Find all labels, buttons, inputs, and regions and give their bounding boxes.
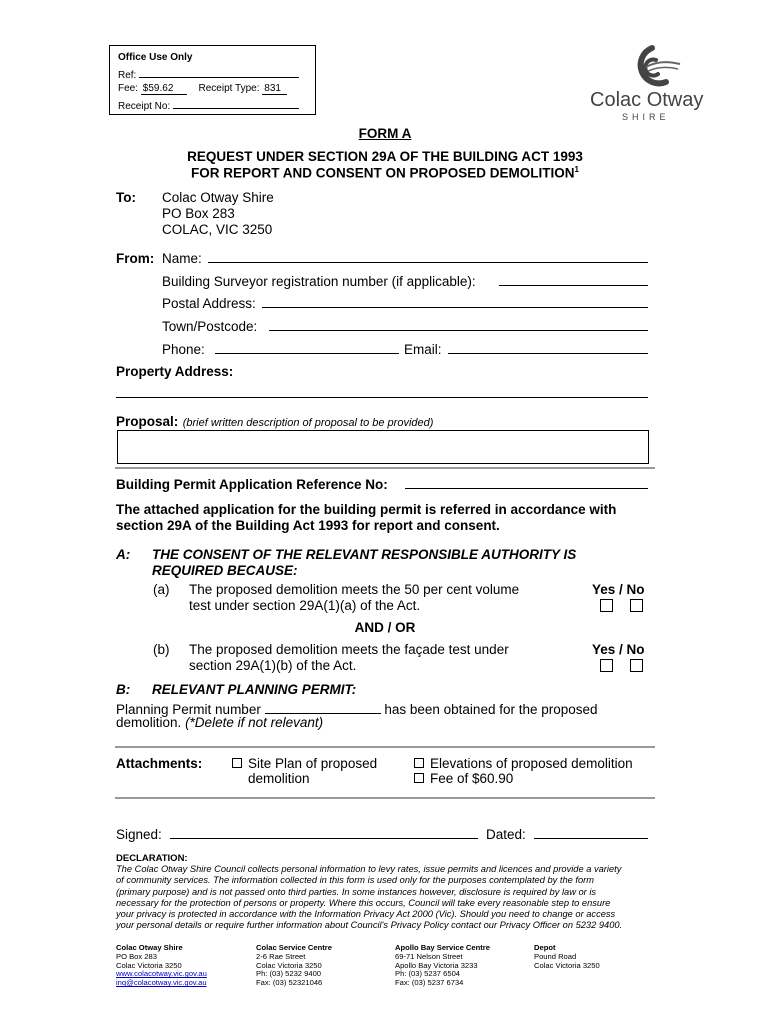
demolition-text: demolition. [116, 715, 182, 730]
footer-col-depot [534, 944, 600, 970]
declaration-line-2: of community services. The information collected in this form is used only for the purposes contemplated by the form [116, 875, 594, 886]
option-a-yes-no-label: Yes / No [592, 582, 645, 597]
fee-value: $59.62 [141, 83, 188, 95]
site-plan-label-1: Site Plan of proposed [248, 756, 378, 771]
proposal-heading [116, 413, 433, 431]
footer-col-colac [256, 944, 332, 988]
footer-depot-l1: Pound Road [534, 951, 577, 961]
declaration-line-5: your privacy is protected in accordance with the Information Privacy Act 2000 (Vic). Should you need to change or access [116, 909, 616, 920]
shire-logo [586, 44, 706, 124]
fee-checkbox[interactable] [414, 773, 424, 783]
and-or-label: AND / OR [354, 620, 416, 635]
proposal-label: Proposal: [116, 414, 179, 429]
to-line-3: COLAC, VIC 3250 [162, 222, 273, 237]
option-b-no-checkbox[interactable] [630, 659, 643, 672]
statement-line-1: The attached application for the building permit is referred in accordance with [116, 502, 617, 517]
form-heading-1: REQUEST UNDER SECTION 29A OF THE BUILDING ACT 1993 [187, 149, 583, 164]
town-label: Town/Postcode: [162, 319, 258, 334]
fee-label: Fee: [118, 83, 139, 94]
elevations-label: Elevations of proposed demolition [430, 756, 633, 771]
logo-swirl-icon [622, 44, 682, 90]
logo-sub: SHIRE [622, 112, 670, 122]
section-b-letter: B: [116, 682, 131, 697]
option-b-yes-checkbox[interactable] [600, 659, 613, 672]
footer-apollo-l1: 69-71 Nelson Street [395, 951, 463, 961]
site-plan-label-2: demolition [248, 771, 310, 786]
receipt-no-label: Receipt No: [118, 101, 171, 112]
form-title: FORM A [358, 126, 412, 141]
attach-fee[interactable] [414, 771, 513, 786]
divider-3 [115, 797, 655, 799]
statement-line-2: section 29A of the Building Act 1993 for report and consent. [116, 518, 500, 533]
name-input[interactable] [208, 262, 648, 263]
footer-apollo-l3: Ph: (03) 5237 6504 [395, 969, 461, 979]
footer-colac-l2: Colac Victoria 3250 [256, 960, 322, 970]
footer-apollo-l2: Apollo Bay Victoria 3233 [395, 960, 478, 970]
declaration-line-1: The Colac Otway Shire Council collects personal information to levy rates, issue permits and licences and provide a variety [116, 864, 622, 874]
footer-shire-l1: PO Box 283 [116, 951, 157, 961]
divider-1 [115, 467, 655, 469]
form-heading-2 [0, 165, 770, 181]
signed-input[interactable] [170, 838, 478, 839]
footer-colac-l4: Fax: (03) 52321046 [256, 978, 323, 988]
attach-site-plan[interactable] [232, 756, 377, 771]
office-use-title: Office Use Only [118, 52, 193, 63]
footer-apollo-l4: Fax: (03) 5237 6734 [395, 978, 464, 988]
option-a-line-1: The proposed demolition meets the 50 per cent volume [189, 582, 520, 597]
attach-elevations[interactable] [414, 756, 633, 771]
planning-permit-input[interactable] [265, 700, 381, 714]
ref-label: Ref: [118, 70, 137, 81]
footer-col-shire [116, 944, 207, 988]
to-label: To: [116, 190, 136, 205]
footer-col-apollo [395, 944, 490, 988]
email-link[interactable]: inq@colacotway.vic.gov.au [116, 978, 207, 988]
attachments-label: Attachments: [116, 756, 203, 771]
footer-colac-title: Colac Service Centre [256, 943, 332, 952]
declaration-line-3: (primary purpose) and is not passed onto third parties. In some instances however, disclosure is required by law or is [116, 886, 597, 897]
proposal-textbox[interactable] [117, 430, 649, 464]
footer-shire-l2: Colac Victoria 3250 [116, 960, 182, 970]
receipt-type-label: Receipt Type: [198, 83, 260, 94]
receipt-no-field[interactable] [118, 98, 299, 112]
divider-2 [115, 746, 655, 748]
delete-note: (*Delete if not relevant) [185, 715, 324, 730]
name-label: Name: [162, 251, 202, 266]
option-a-line-2: test under section 29A(1)(a) of the Act. [189, 598, 421, 613]
permit-ref-label: Building Permit Application Reference No: [116, 477, 388, 492]
declaration-line-4: necessary for the protection of persons or property. Where this occurs, Council will take every reasonable step to ensure [116, 897, 611, 908]
surveyor-label: Building Surveyor registration number (if applicable): [162, 274, 476, 289]
footnote-marker: 1 [574, 165, 579, 174]
from-label: From: [116, 251, 155, 266]
option-b-line-1: The proposed demolition meets the façade test under [189, 642, 509, 657]
declaration-title: DECLARATION: [116, 853, 188, 864]
ref-field[interactable] [118, 67, 299, 81]
section-a-letter: A: [116, 547, 131, 562]
property-label: Property Address: [116, 364, 234, 379]
option-a-yes-checkbox[interactable] [600, 599, 613, 612]
to-line-1: Colac Otway Shire [162, 190, 274, 205]
email-input[interactable] [448, 353, 648, 354]
town-input[interactable] [269, 330, 648, 331]
footer-colac-l3: Ph: (03) 5232 9400 [256, 969, 322, 979]
footer-depot-title: Depot [534, 943, 556, 952]
to-line-2: PO Box 283 [162, 206, 235, 221]
site-plan-checkbox[interactable] [232, 758, 242, 768]
option-b-label: (b) [153, 642, 170, 657]
option-b-yes-no-label: Yes / No [592, 642, 645, 657]
postal-input[interactable] [262, 307, 648, 308]
option-a-label: (a) [153, 582, 170, 597]
receipt-type-value: 831 [262, 83, 287, 95]
permit-ref-input[interactable] [405, 488, 648, 489]
section-a-title-1: THE CONSENT OF THE RELEVANT RESPONSIBLE AUTHORITY IS [152, 547, 577, 562]
declaration-line-6: your personal details or require further information about Council's Privacy Policy contact our Privacy Officer on 5232 9400. [116, 920, 623, 931]
logo-name: Colac Otway [590, 89, 704, 111]
dated-input[interactable] [534, 838, 648, 839]
fee-field[interactable] [118, 83, 287, 94]
planning-permit-line-2 [116, 715, 323, 730]
section-b-title: RELEVANT PLANNING PERMIT: [152, 682, 357, 697]
footer-colac-l1: 2-6 Rae Street [256, 951, 306, 961]
fee-attachment-label: Fee of $60.90 [430, 771, 514, 786]
planning-permit-rest: has been obtained for the proposed [384, 702, 598, 717]
proposal-hint: (brief written description of proposal to be provided) [182, 417, 434, 429]
declaration-text [116, 864, 696, 932]
option-b-line-2: section 29A(1)(b) of the Act. [189, 658, 357, 673]
property-input[interactable] [116, 397, 648, 398]
option-a-no-checkbox[interactable] [630, 599, 643, 612]
section-a-title-2: REQUIRED BECAUSE: [152, 563, 298, 578]
surveyor-input[interactable] [499, 285, 648, 286]
form-heading-2-text: FOR REPORT AND CONSENT ON PROPOSED DEMOLITION [191, 165, 575, 181]
footer-depot-l2: Colac Victoria 3250 [534, 960, 600, 970]
footer-shire-title: Colac Otway Shire [116, 943, 183, 952]
dated-label: Dated: [486, 827, 526, 842]
phone-input[interactable] [215, 353, 399, 354]
email-label: Email: [404, 342, 442, 357]
website-link[interactable]: www.colacotway.vic.gov.au [116, 969, 207, 979]
signed-label: Signed: [116, 827, 162, 842]
postal-label: Postal Address: [162, 296, 256, 311]
elevations-checkbox[interactable] [414, 758, 424, 768]
planning-permit-label: Planning Permit number [116, 702, 261, 717]
footer-apollo-title: Apollo Bay Service Centre [395, 943, 490, 952]
phone-label: Phone: [162, 342, 205, 357]
